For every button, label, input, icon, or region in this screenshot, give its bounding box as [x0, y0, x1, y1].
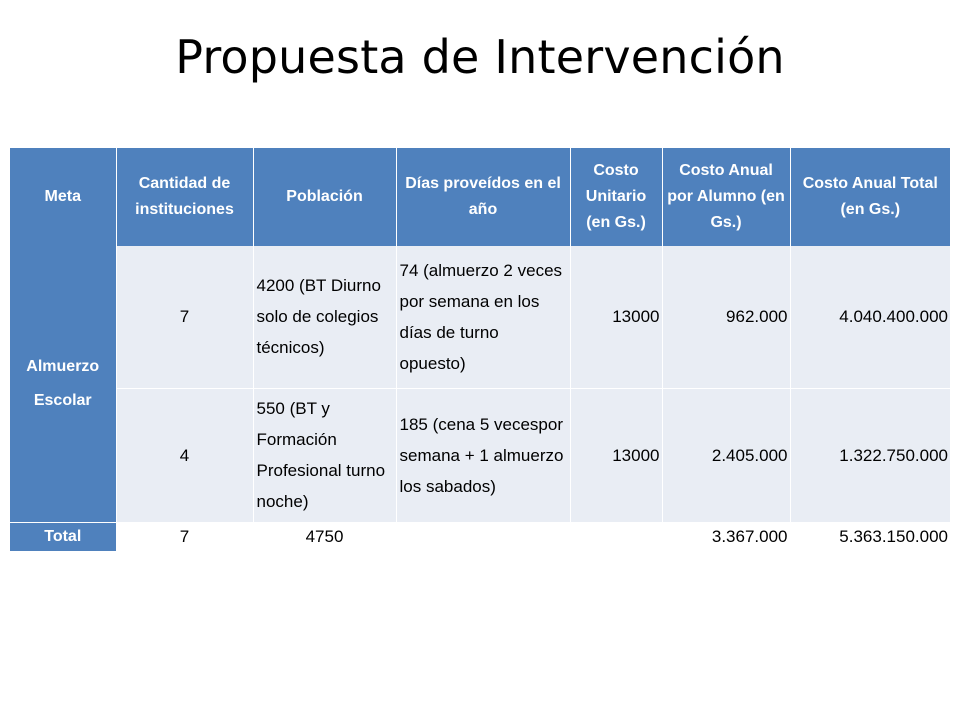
total-row — [10, 522, 950, 551]
cell-dias: 74 (almuerzo 2 veces por semana en los días de turno opuesto) — [396, 246, 570, 388]
total-costo-unitario — [570, 522, 662, 551]
slide-title: Propuesta de Intervención — [175, 30, 785, 84]
cell-costo-anual-alumno: 2.405.000 — [662, 388, 790, 522]
cell-costo-anual-total: 4.040.400.000 — [790, 246, 950, 388]
table-row — [10, 246, 950, 388]
cell-poblacion: 4200 (BT Diurno solo de colegios técnicos) — [253, 246, 396, 388]
total-costo-anual-alumno: 3.367.000 — [662, 522, 790, 551]
total-poblacion: 4750 — [253, 522, 396, 551]
cell-instituciones: 4 — [116, 388, 253, 522]
total-dias — [396, 522, 570, 551]
header-costo-anual-total: Costo Anual Total (en Gs.) — [790, 148, 950, 246]
meta-group-cell: Almuerzo Escolar — [10, 246, 116, 522]
cell-costo-anual-alumno: 962.000 — [662, 246, 790, 388]
cell-poblacion: 550 (BT y Formación Profesional turno noche) — [253, 388, 396, 522]
cell-costo-unitario: 13000 — [570, 246, 662, 388]
header-costo-anual-alumno: Costo Anual por Alumno (en Gs.) — [662, 148, 790, 246]
table-row — [10, 388, 950, 522]
cell-dias: 185 (cena 5 vecespor semana + 1 almuerzo los sabados) — [396, 388, 570, 522]
header-dias: Días proveídos en el año — [396, 148, 570, 246]
header-costo-unitario: Costo Unitario (en Gs.) — [570, 148, 662, 246]
cell-costo-unitario: 13000 — [570, 388, 662, 522]
header-instituciones: Cantidad de instituciones — [116, 148, 253, 246]
header-row — [10, 148, 950, 246]
cost-table — [10, 148, 950, 552]
total-costo-anual-total: 5.363.150.000 — [790, 522, 950, 551]
header-meta: Meta — [10, 148, 116, 246]
total-instituciones: 7 — [116, 522, 253, 551]
cell-instituciones: 7 — [116, 246, 253, 388]
total-label: Total — [10, 522, 116, 551]
cell-costo-anual-total: 1.322.750.000 — [790, 388, 950, 522]
header-poblacion: Población — [253, 148, 396, 246]
